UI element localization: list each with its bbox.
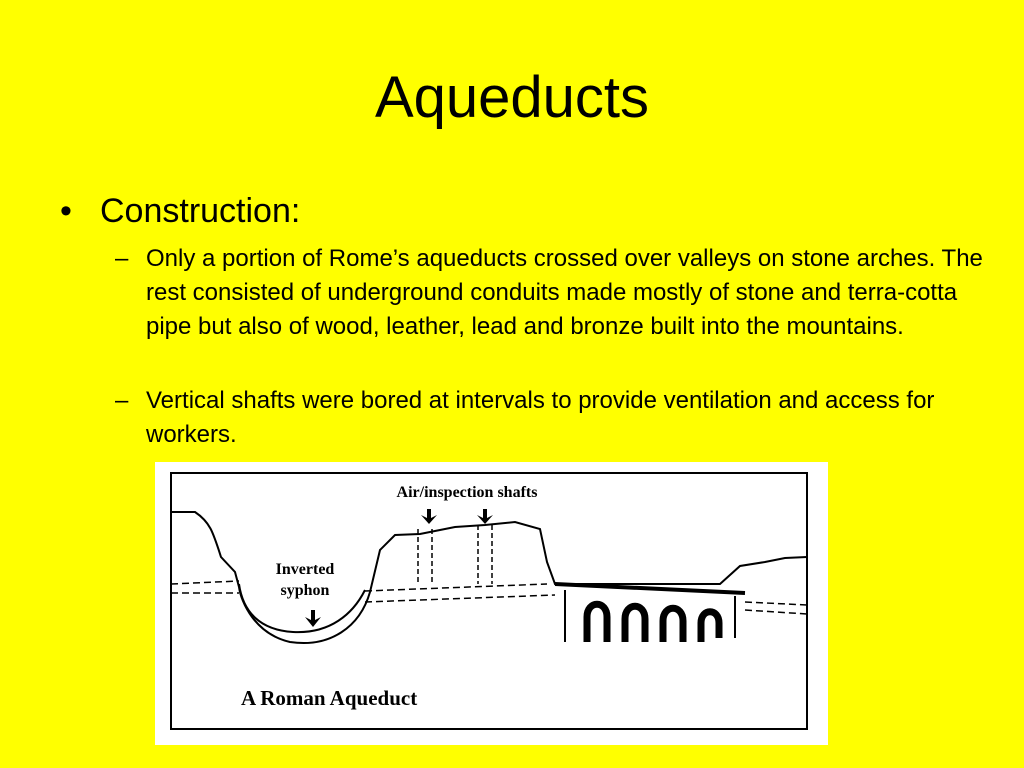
bullet-marker: • [60, 192, 72, 230]
bullet-construction [60, 190, 300, 232]
sub-point-shafts [115, 384, 995, 452]
arrow-down-icon [477, 509, 493, 524]
arrow-down-icon [421, 509, 437, 524]
dash-marker: – [115, 387, 129, 414]
conduit-line [365, 595, 555, 602]
slide-title: Aqueducts [374, 65, 650, 130]
label-syphon: syphon [280, 582, 330, 599]
label-inverted: Inverted [275, 561, 335, 578]
diagram-caption: A Roman Aqueduct [241, 686, 418, 710]
conduit-line [745, 610, 807, 614]
aqueduct-diagram [155, 462, 828, 745]
sub-point-text: Only a portion of Rome’s aqueducts crossed over valleys on stone arches. The rest consisted of underground conduits made mostly of stone and terra-cotta pipe but also of wood, leather, lead and bronze built into the mountains. [146, 245, 983, 340]
sub-point-text: Vertical shafts were bored at intervals to provide ventilation and access for workers. [146, 387, 935, 448]
dash-marker: – [115, 245, 129, 272]
arcade [565, 590, 735, 642]
inspection-shafts [418, 525, 492, 585]
arrow-down-icon [305, 610, 321, 627]
conduit-line [171, 581, 239, 584]
bullet-heading: Construction: [100, 192, 301, 230]
bridge-deck [555, 584, 745, 593]
conduit-line [745, 602, 807, 605]
conduit-line [365, 584, 547, 591]
sub-point-conduits [115, 242, 995, 344]
ground-profile [171, 512, 807, 643]
aqueduct-diagram-svg [155, 462, 828, 745]
label-air-shafts: Air/inspection shafts [396, 484, 538, 501]
